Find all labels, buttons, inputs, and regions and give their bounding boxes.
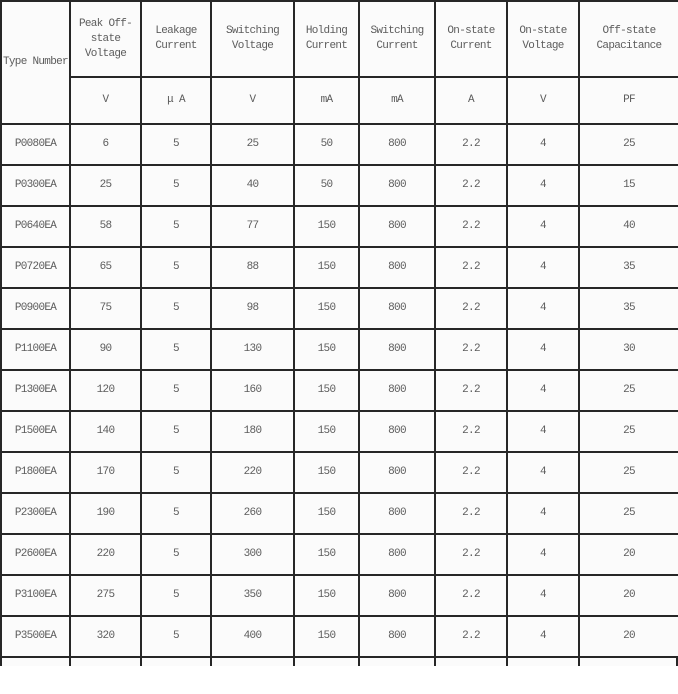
value-cell: 4 <box>507 616 579 657</box>
units-row <box>1 77 678 124</box>
cutoff-row-sliver <box>0 658 678 666</box>
value-cell: 20 <box>579 616 678 657</box>
unit-on-state-voltage: V <box>507 77 579 124</box>
value-cell: 150 <box>294 206 359 247</box>
value-cell: 5 <box>141 206 211 247</box>
value-cell: 5 <box>141 493 211 534</box>
value-cell: 4 <box>507 452 579 493</box>
table-row <box>1 206 678 247</box>
table-row <box>1 370 678 411</box>
unit-switching-current: mA <box>359 77 435 124</box>
value-cell: 25 <box>579 370 678 411</box>
value-cell: 90 <box>70 329 141 370</box>
value-cell: 35 <box>579 247 678 288</box>
value-cell: 30 <box>579 329 678 370</box>
unit-on-state-current: A <box>435 77 507 124</box>
value-cell: 77 <box>211 206 294 247</box>
value-cell: 65 <box>70 247 141 288</box>
type-number-cell: P1500EA <box>1 411 70 452</box>
value-cell: 5 <box>141 575 211 616</box>
type-number-cell: P1300EA <box>1 370 70 411</box>
value-cell: 800 <box>359 329 435 370</box>
value-cell: 25 <box>579 124 678 165</box>
value-cell: 2.2 <box>435 370 507 411</box>
value-cell: 260 <box>211 493 294 534</box>
value-cell: 2.2 <box>435 493 507 534</box>
value-cell: 800 <box>359 616 435 657</box>
value-cell: 4 <box>507 575 579 616</box>
value-cell: 150 <box>294 493 359 534</box>
header-off-state-capacitance: Off-state Capacitance <box>579 1 678 77</box>
value-cell: 150 <box>294 370 359 411</box>
table-row <box>1 124 678 165</box>
table-row <box>1 452 678 493</box>
value-cell: 2.2 <box>435 411 507 452</box>
value-cell: 800 <box>359 165 435 206</box>
table-row <box>1 411 678 452</box>
value-cell: 140 <box>70 411 141 452</box>
table-row <box>1 534 678 575</box>
header-switching-current: Switching Current <box>359 1 435 77</box>
value-cell: 150 <box>294 616 359 657</box>
value-cell: 800 <box>359 452 435 493</box>
type-number-cell: P2600EA <box>1 534 70 575</box>
unit-off-state-capacitance: PF <box>579 77 678 124</box>
value-cell: 800 <box>359 206 435 247</box>
value-cell: 220 <box>70 534 141 575</box>
value-cell: 2.2 <box>435 616 507 657</box>
value-cell: 120 <box>70 370 141 411</box>
type-number-cell: P1100EA <box>1 329 70 370</box>
table-row <box>1 288 678 329</box>
value-cell: 50 <box>294 165 359 206</box>
value-cell: 4 <box>507 124 579 165</box>
value-cell: 130 <box>211 329 294 370</box>
value-cell: 800 <box>359 247 435 288</box>
type-number-cell: P0900EA <box>1 288 70 329</box>
value-cell: 2.2 <box>435 247 507 288</box>
header-row <box>1 1 678 77</box>
type-number-cell: P3500EA <box>1 616 70 657</box>
table-row <box>1 493 678 534</box>
value-cell: 5 <box>141 370 211 411</box>
unit-switching-voltage: V <box>211 77 294 124</box>
value-cell: 15 <box>579 165 678 206</box>
value-cell: 58 <box>70 206 141 247</box>
value-cell: 4 <box>507 493 579 534</box>
header-on-state-voltage: On-state Voltage <box>507 1 579 77</box>
header-on-state-current: On-state Current <box>435 1 507 77</box>
value-cell: 800 <box>359 493 435 534</box>
value-cell: 800 <box>359 370 435 411</box>
header-peak-off-state-voltage: Peak Off-state Voltage <box>70 1 141 77</box>
value-cell: 4 <box>507 206 579 247</box>
value-cell: 320 <box>70 616 141 657</box>
value-cell: 160 <box>211 370 294 411</box>
value-cell: 800 <box>359 288 435 329</box>
value-cell: 800 <box>359 124 435 165</box>
type-number-cell: P0300EA <box>1 165 70 206</box>
value-cell: 2.2 <box>435 165 507 206</box>
value-cell: 5 <box>141 288 211 329</box>
value-cell: 300 <box>211 534 294 575</box>
value-cell: 5 <box>141 124 211 165</box>
value-cell: 150 <box>294 575 359 616</box>
value-cell: 150 <box>294 452 359 493</box>
unit-leakage-current: μ A <box>141 77 211 124</box>
header-leakage-current: Leakage Current <box>141 1 211 77</box>
value-cell: 5 <box>141 411 211 452</box>
type-number-cell: P0080EA <box>1 124 70 165</box>
value-cell: 4 <box>507 370 579 411</box>
type-number-cell: P0720EA <box>1 247 70 288</box>
value-cell: 2.2 <box>435 124 507 165</box>
value-cell: 150 <box>294 329 359 370</box>
value-cell: 25 <box>211 124 294 165</box>
table-row <box>1 329 678 370</box>
table-row <box>1 616 678 657</box>
value-cell: 190 <box>70 493 141 534</box>
value-cell: 2.2 <box>435 329 507 370</box>
value-cell: 150 <box>294 247 359 288</box>
type-number-cell: P0640EA <box>1 206 70 247</box>
value-cell: 4 <box>507 247 579 288</box>
value-cell: 2.2 <box>435 288 507 329</box>
value-cell: 800 <box>359 575 435 616</box>
value-cell: 2.2 <box>435 534 507 575</box>
value-cell: 25 <box>70 165 141 206</box>
value-cell: 170 <box>70 452 141 493</box>
header-type-number: Type Number <box>1 1 70 124</box>
value-cell: 5 <box>141 452 211 493</box>
value-cell: 275 <box>70 575 141 616</box>
value-cell: 5 <box>141 165 211 206</box>
value-cell: 25 <box>579 493 678 534</box>
table-row <box>1 575 678 616</box>
value-cell: 220 <box>211 452 294 493</box>
value-cell: 40 <box>211 165 294 206</box>
value-cell: 5 <box>141 247 211 288</box>
value-cell: 4 <box>507 411 579 452</box>
value-cell: 25 <box>579 452 678 493</box>
value-cell: 4 <box>507 534 579 575</box>
value-cell: 88 <box>211 247 294 288</box>
value-cell: 800 <box>359 534 435 575</box>
unit-peak-off-state-voltage: V <box>70 77 141 124</box>
type-number-cell: P2300EA <box>1 493 70 534</box>
table-row <box>1 247 678 288</box>
value-cell: 150 <box>294 288 359 329</box>
value-cell: 2.2 <box>435 206 507 247</box>
value-cell: 4 <box>507 165 579 206</box>
value-cell: 75 <box>70 288 141 329</box>
value-cell: 20 <box>579 534 678 575</box>
value-cell: 180 <box>211 411 294 452</box>
value-cell: 150 <box>294 534 359 575</box>
value-cell: 5 <box>141 534 211 575</box>
value-cell: 800 <box>359 411 435 452</box>
value-cell: 20 <box>579 575 678 616</box>
value-cell: 25 <box>579 411 678 452</box>
value-cell: 2.2 <box>435 452 507 493</box>
value-cell: 150 <box>294 411 359 452</box>
table-row <box>1 165 678 206</box>
value-cell: 400 <box>211 616 294 657</box>
value-cell: 50 <box>294 124 359 165</box>
type-number-cell: P1800EA <box>1 452 70 493</box>
value-cell: 350 <box>211 575 294 616</box>
value-cell: 5 <box>141 329 211 370</box>
value-cell: 5 <box>141 616 211 657</box>
header-switching-voltage: Switching Voltage <box>211 1 294 77</box>
value-cell: 4 <box>507 329 579 370</box>
value-cell: 98 <box>211 288 294 329</box>
value-cell: 40 <box>579 206 678 247</box>
unit-holding-current: mA <box>294 77 359 124</box>
type-number-cell: P3100EA <box>1 575 70 616</box>
value-cell: 35 <box>579 288 678 329</box>
value-cell: 2.2 <box>435 575 507 616</box>
value-cell: 6 <box>70 124 141 165</box>
header-holding-current: Holding Current <box>294 1 359 77</box>
value-cell: 4 <box>507 288 579 329</box>
